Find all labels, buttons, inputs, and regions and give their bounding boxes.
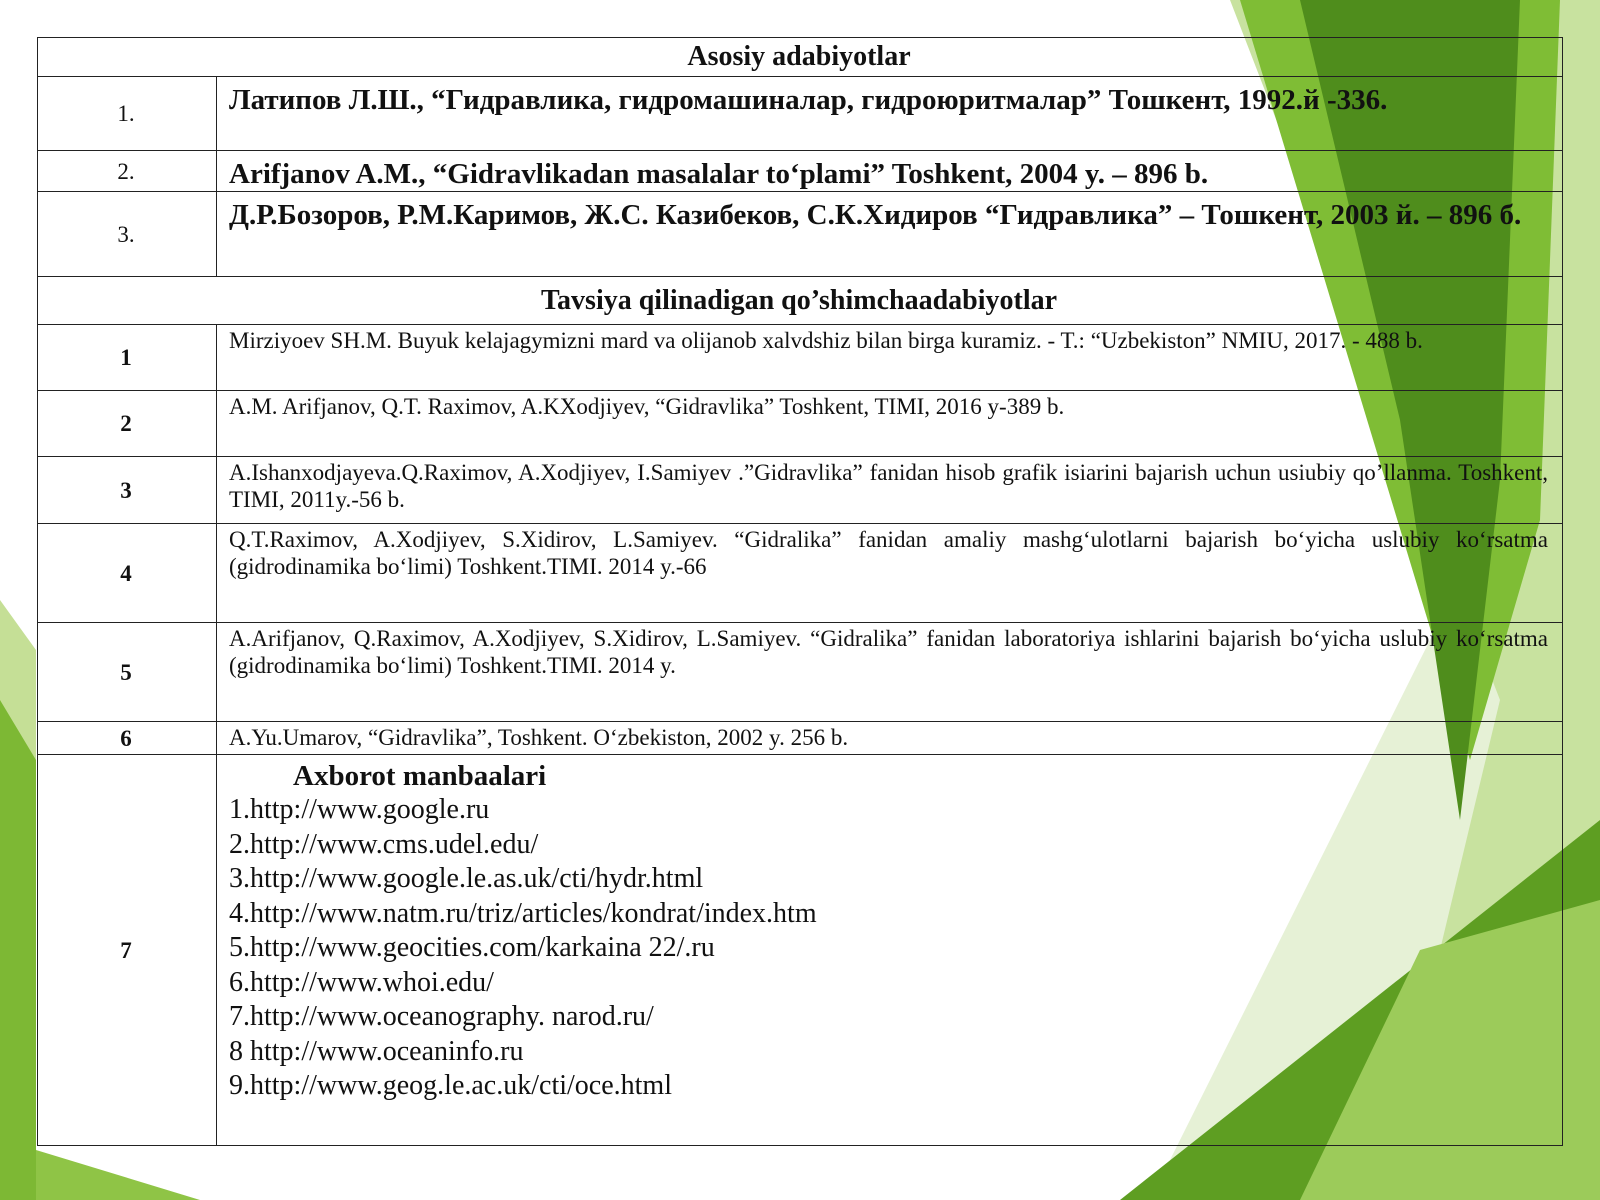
reference-text: A.M. Arifjanov, Q.T. Raximov, A.KXodjiyev, “Gidravlika” Toshkent, TIMI, 2016 y-389 b. bbox=[217, 391, 1563, 457]
table-row bbox=[38, 192, 1563, 277]
row-number: 3. bbox=[38, 192, 217, 277]
green-band-left-bottom bbox=[36, 1150, 200, 1200]
row-number: 2. bbox=[38, 151, 217, 192]
main-literature-heading: Asosiy adabiyotlar bbox=[38, 38, 1563, 77]
table-row bbox=[38, 457, 1563, 524]
literature-table bbox=[37, 37, 1563, 1146]
table-row bbox=[38, 77, 1563, 151]
reference-text: Q.T.Raximov, A.Xodjiyev, S.Xidirov, L.Samiyev. “Gidralika” fanidan amaliy mashg‘ulotlarni bajarish bo‘yicha uslubiy ko‘rsatma (gidrodinamika bo‘limi) Toshkent.TIMI. 2014 y.-66 bbox=[217, 524, 1563, 623]
row-number: 5 bbox=[38, 623, 217, 722]
table-row bbox=[38, 524, 1563, 623]
reference-text: A.Arifjanov, Q.Raximov, A.Xodjiyev, S.Xidirov, L.Samiyev. “Gidralika” fanidan laboratoriya ishlarini bajarish bo‘yicha uslubiy ko‘rsatma (gidrodinamika bo‘limi) Toshkent.TIMI. 2014 y. bbox=[217, 623, 1563, 722]
table-row bbox=[38, 722, 1563, 755]
row-number: 4 bbox=[38, 524, 217, 623]
table-row bbox=[38, 623, 1563, 722]
source-link[interactable]: 7.http://www.oceanography. narod.ru/ bbox=[229, 1001, 654, 1033]
reference-text: Латипов Л.Ш., “Гидравлика, гидромашиналар, гидроюритмалар” Тошкент, 1992.й -336. bbox=[217, 77, 1563, 151]
sources-title: Axborot manbaalari bbox=[293, 760, 547, 793]
source-link[interactable]: 9.http://www.geog.le.ac.uk/cti/oce.html bbox=[229, 1070, 672, 1102]
sources-cell bbox=[217, 755, 1563, 1146]
source-link[interactable]: 3.http://www.google.le.as.uk/cti/hydr.html bbox=[229, 863, 704, 895]
row-number: 7 bbox=[38, 755, 217, 1146]
reference-text: Д.Р.Бозоров, Р.М.Каримов, Ж.С. Казибеков, С.К.Хидиров “Гидравлика” – Тошкент, 2003 й. – 896 б. bbox=[217, 192, 1563, 277]
source-link[interactable]: 6.http://www.whoi.edu/ bbox=[229, 966, 494, 998]
row-number: 3 bbox=[38, 457, 217, 524]
reference-text: A.Yu.Umarov, “Gidravlika”, Toshkent. O‘zbekiston, 2002 y. 256 b. bbox=[217, 722, 1563, 755]
extra-literature-heading: Tavsiya qilinadigan qo’shimchaadabiyotlar bbox=[38, 277, 1563, 325]
reference-text: A.Ishanxodjayeva.Q.Raximov, A.Xodjiyev, I.Samiyev .”Gidravlika” fanidan hisob grafik isiarini bajarish uchun usiubiy qo’llanma. Toshkent, TIMI, 2011y.-56 b. bbox=[217, 457, 1563, 524]
source-link[interactable]: 2.http://www.cms.udel.edu/ bbox=[229, 828, 539, 860]
green-band-left bbox=[0, 700, 36, 1200]
row-number: 1 bbox=[38, 325, 217, 391]
source-link[interactable]: 4.http://www.natm.ru/triz/articles/kondrat/index.htm bbox=[229, 897, 817, 929]
reference-text: Arifjanov A.M., “Gidravlikadan masalalar to‘plami” Toshkent, 2004 y. – 896 b. bbox=[217, 151, 1563, 192]
row-number: 2 bbox=[38, 391, 217, 457]
table-row bbox=[38, 391, 1563, 457]
row-number: 6 bbox=[38, 722, 217, 755]
source-link[interactable]: 5.http://www.geocities.com/karkaina 22/.ru bbox=[229, 932, 715, 964]
row-number: 1. bbox=[38, 77, 217, 151]
table-row bbox=[38, 755, 1563, 1146]
reference-text: Mirziyoev SH.M. Buyuk kelajagymizni mard va olijanob xalvdshiz bilan birga kuramiz. - T.: “Uzbekiston” NMIU, 2017. - 488 b. bbox=[217, 325, 1563, 391]
source-link[interactable]: 1.http://www.google.ru bbox=[229, 794, 490, 826]
table-row bbox=[38, 325, 1563, 391]
table-row bbox=[38, 151, 1563, 192]
source-link[interactable]: 8 http://www.oceaninfo.ru bbox=[229, 1035, 524, 1067]
